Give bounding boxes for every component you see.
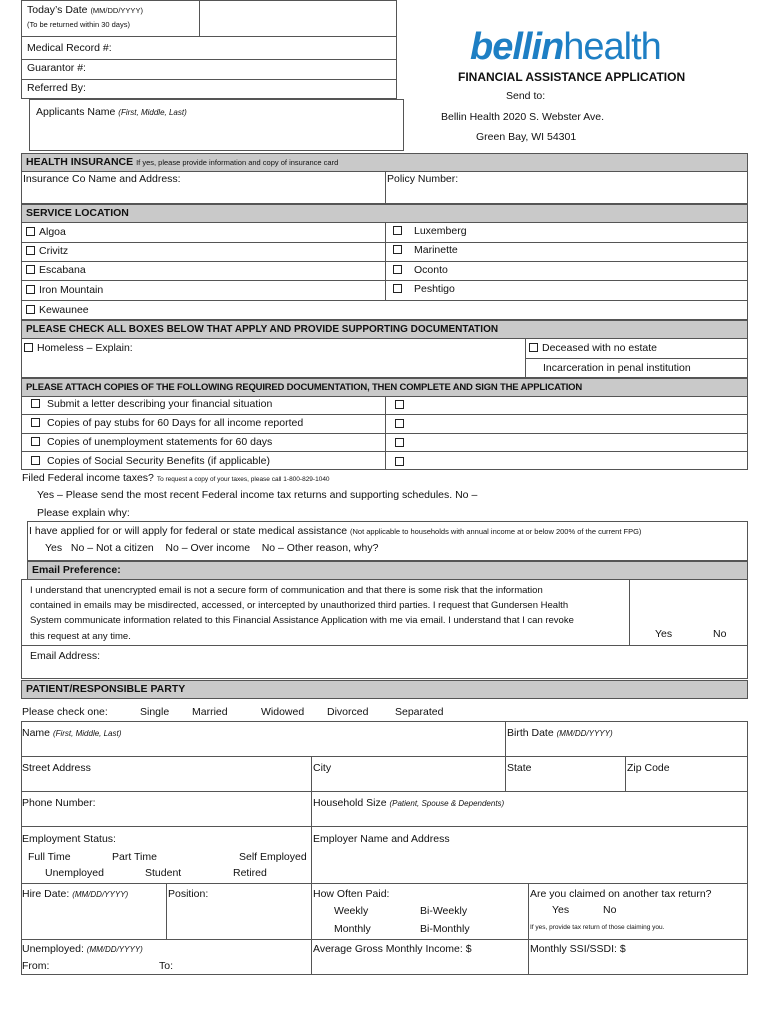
incarceration-option[interactable]: Incarceration in penal institution	[543, 362, 691, 374]
policy-number-label: Policy Number:	[387, 173, 459, 185]
checkbox[interactable]	[395, 400, 404, 409]
todays-date-label: Today’s Date (MM/DD/YYYY)	[27, 4, 143, 16]
insurance-divider	[385, 171, 386, 204]
location-oconto[interactable]: Oconto	[393, 264, 448, 277]
checkbox[interactable]	[395, 457, 404, 466]
checkbox[interactable]	[26, 227, 35, 236]
name-label: Name (First, Middle, Last)	[22, 727, 122, 739]
hire-position-divider	[166, 883, 167, 939]
health-insurance-band: HEALTH INSURANCE If yes, please provide information and copy of insurance card	[21, 153, 748, 172]
guarantor-label: Guarantor #:	[27, 62, 86, 74]
address-line-2: Green Bay, WI 54301	[476, 131, 577, 143]
checkbox[interactable]	[26, 265, 35, 274]
checkbox[interactable]	[31, 399, 40, 408]
service-row-line	[21, 242, 748, 243]
paid-monthly[interactable]: Monthly	[334, 923, 371, 935]
location-algoa[interactable]: Algoa	[26, 226, 66, 239]
to-label: To:	[159, 960, 174, 972]
email-yes-option[interactable]: Yes	[655, 628, 673, 640]
patient-row-line	[21, 826, 748, 827]
email-consent-line-3: System communicate information related to this Financial Assistance Application with me via email. I understand that I can revoke	[30, 615, 574, 626]
checkbox[interactable]	[26, 285, 35, 294]
medical-record-label: Medical Record #:	[27, 42, 112, 54]
location-escabana[interactable]: Escabana	[26, 264, 86, 277]
doc-item-letter[interactable]: Submit a letter describing your financial situation	[31, 398, 272, 411]
phone-label: Phone Number:	[22, 797, 96, 809]
checkbox[interactable]	[31, 437, 40, 446]
email-address-label: Email Address:	[30, 650, 101, 662]
marital-check-label: Please check one:	[22, 706, 108, 718]
location-kewaunee[interactable]: Kewaunee	[26, 304, 89, 317]
city-label: City	[313, 762, 332, 774]
marital-single[interactable]: Single	[140, 706, 170, 718]
doc-item-pay-stubs[interactable]: Copies of pay stubs for 60 Days for all income reported	[31, 417, 303, 430]
unemployed-label: Unemployed: (MM/DD/YYYY)	[22, 943, 143, 955]
deceased-option[interactable]: Deceased with no estate	[529, 342, 657, 355]
claimed-no[interactable]: No	[603, 904, 617, 916]
hire-date-label: Hire Date: (MM/DD/YYYY)	[22, 888, 129, 900]
paid-biweekly[interactable]: Bi-Weekly	[420, 905, 468, 917]
employment-label: Employment Status:	[22, 833, 116, 845]
service-row-line	[21, 280, 748, 281]
checkbox[interactable]	[31, 418, 40, 427]
street-label: Street Address	[22, 762, 91, 774]
patient-row-line	[21, 756, 748, 757]
employment-self-employed[interactable]: Self Employed	[239, 851, 307, 863]
header-line-2	[21, 59, 397, 60]
location-luxemberg[interactable]: Luxemberg	[393, 225, 467, 238]
claimed-yes[interactable]: Yes	[552, 904, 570, 916]
doc-row-line	[21, 433, 748, 434]
paid-claimed-divider	[528, 883, 529, 975]
homeless-option[interactable]: Homeless – Explain:	[24, 342, 133, 355]
doc-row-line	[21, 414, 748, 415]
applicants-name-label: Applicants Name (First, Middle, Last)	[36, 106, 187, 118]
checkbox[interactable]	[393, 226, 402, 235]
ssi-label: Monthly SSI/SSDI: $	[530, 943, 626, 955]
email-preference-band: Email Preference:	[27, 561, 748, 580]
filed-taxes-question: Filed Federal income taxes? To request a copy of your taxes, please call 1-800-829-1040	[22, 472, 330, 484]
center-divider	[311, 756, 312, 975]
bellin-health-logo: bellinhealth	[470, 26, 661, 68]
email-consent-line-4: this request at any time.	[30, 631, 131, 642]
how-often-paid-label: How Often Paid:	[313, 888, 390, 900]
doc-item-social-security[interactable]: Copies of Social Security Benefits (if applicable)	[31, 455, 270, 468]
checkbox[interactable]	[395, 438, 404, 447]
service-row-line	[21, 261, 748, 262]
address-line-1: Bellin Health 2020 S. Webster Ave.	[441, 111, 605, 123]
email-no-option[interactable]: No	[713, 628, 727, 640]
service-location-band: SERVICE LOCATION	[21, 204, 748, 223]
employer-label: Employer Name and Address	[313, 833, 450, 845]
assistance-question: I have applied for or will apply for federal or state medical assistance (Not applicable to households with annual income at or below 200% of the current FPG)	[29, 525, 642, 537]
location-peshtigo[interactable]: Peshtigo	[393, 283, 455, 296]
birth-date-label: Birth Date (MM/DD/YYYY)	[507, 727, 613, 739]
checkbox[interactable]	[26, 246, 35, 255]
checkbox[interactable]	[26, 305, 35, 314]
employment-part-time[interactable]: Part Time	[112, 851, 157, 863]
checkbox[interactable]	[529, 343, 538, 352]
city-state-divider	[505, 756, 506, 791]
checkbox[interactable]	[393, 245, 402, 254]
patient-grid	[21, 721, 748, 975]
location-crivitz[interactable]: Crivitz	[26, 245, 68, 258]
marital-divorced[interactable]: Divorced	[327, 706, 369, 718]
checkbox[interactable]	[24, 343, 33, 352]
send-to-label: Send to:	[506, 90, 546, 102]
claimed-question: Are you claimed on another tax return?	[530, 888, 712, 900]
insurance-co-label: Insurance Co Name and Address:	[23, 173, 181, 185]
household-label: Household Size (Patient, Spouse & Dependents)	[313, 797, 505, 809]
service-row-line	[21, 300, 748, 301]
email-consent-line-2: contained in emails may be misdirected, accessed, or intercepted by unauthorized third parties. I request that Gundersen Health	[30, 600, 569, 611]
form-title: FINANCIAL ASSISTANCE APPLICATION	[458, 70, 686, 84]
location-iron-mountain[interactable]: Iron Mountain	[26, 284, 103, 297]
state-label: State	[507, 762, 532, 774]
marital-widowed[interactable]: Widowed	[261, 706, 305, 718]
patient-row-line	[21, 791, 748, 792]
zip-label: Zip Code	[627, 762, 670, 774]
employment-unemployed[interactable]: Unemployed	[45, 867, 104, 879]
gross-income-label: Average Gross Monthly Income: $	[313, 943, 472, 955]
marital-separated[interactable]: Separated	[395, 706, 444, 718]
email-consent-line-1: I understand that unencrypted email is not a secure form of communication and that there is some risk that the information	[30, 585, 543, 596]
paid-weekly[interactable]: Weekly	[334, 905, 369, 917]
checkbox[interactable]	[393, 284, 402, 293]
header-line-1	[21, 36, 397, 37]
required-docs-band: PLEASE ATTACH COPIES OF THE FOLLOWING REQUIRED DOCUMENTATION, THEN COMPLETE AND SIGN THE APPLICATION	[21, 378, 748, 397]
patient-band: PATIENT/RESPONSIBLE PARTY	[21, 680, 748, 699]
patient-row-line	[21, 883, 748, 884]
checkbox[interactable]	[395, 419, 404, 428]
email-consent-divider	[629, 579, 630, 645]
from-label: From:	[22, 960, 50, 972]
employment-full-time[interactable]: Full Time	[28, 851, 71, 863]
doc-item-unemployment[interactable]: Copies of unemployment statements for 60 days	[31, 436, 272, 449]
check-boxes-line	[525, 358, 748, 359]
referred-by-label: Referred By:	[27, 82, 86, 94]
check-boxes-band: PLEASE CHECK ALL BOXES BELOW THAT APPLY AND PROVIDE SUPPORTING DOCUMENTATION	[21, 320, 748, 339]
employment-student[interactable]: Student	[145, 867, 182, 879]
location-marinette[interactable]: Marinette	[393, 244, 458, 257]
return-note: (To be returned within 30 days)	[27, 20, 130, 29]
todays-date-field[interactable]	[200, 1, 396, 36]
email-consent-line	[21, 645, 748, 646]
patient-row-line	[21, 939, 748, 940]
tax-explain-line: Please explain why:	[37, 507, 130, 519]
doc-row-line	[21, 451, 748, 452]
paid-bimonthly[interactable]: Bi-Monthly	[420, 923, 470, 935]
claimed-note: If yes, provide tax return of those claiming you.	[530, 924, 665, 931]
header-line-3	[21, 79, 397, 80]
employment-retired[interactable]: Retired	[233, 867, 267, 879]
checkbox[interactable]	[393, 265, 402, 274]
state-zip-divider	[625, 756, 626, 791]
marital-married[interactable]: Married	[192, 706, 228, 718]
name-birth-divider	[505, 721, 506, 756]
checkbox[interactable]	[31, 456, 40, 465]
position-label: Position:	[168, 888, 209, 900]
assistance-answers[interactable]: Yes No – Not a citizen No – Over income No – Other reason, why?	[45, 542, 379, 554]
tax-yes-line: Yes – Please send the most recent Federal income tax returns and supporting schedules. No –	[37, 489, 478, 501]
